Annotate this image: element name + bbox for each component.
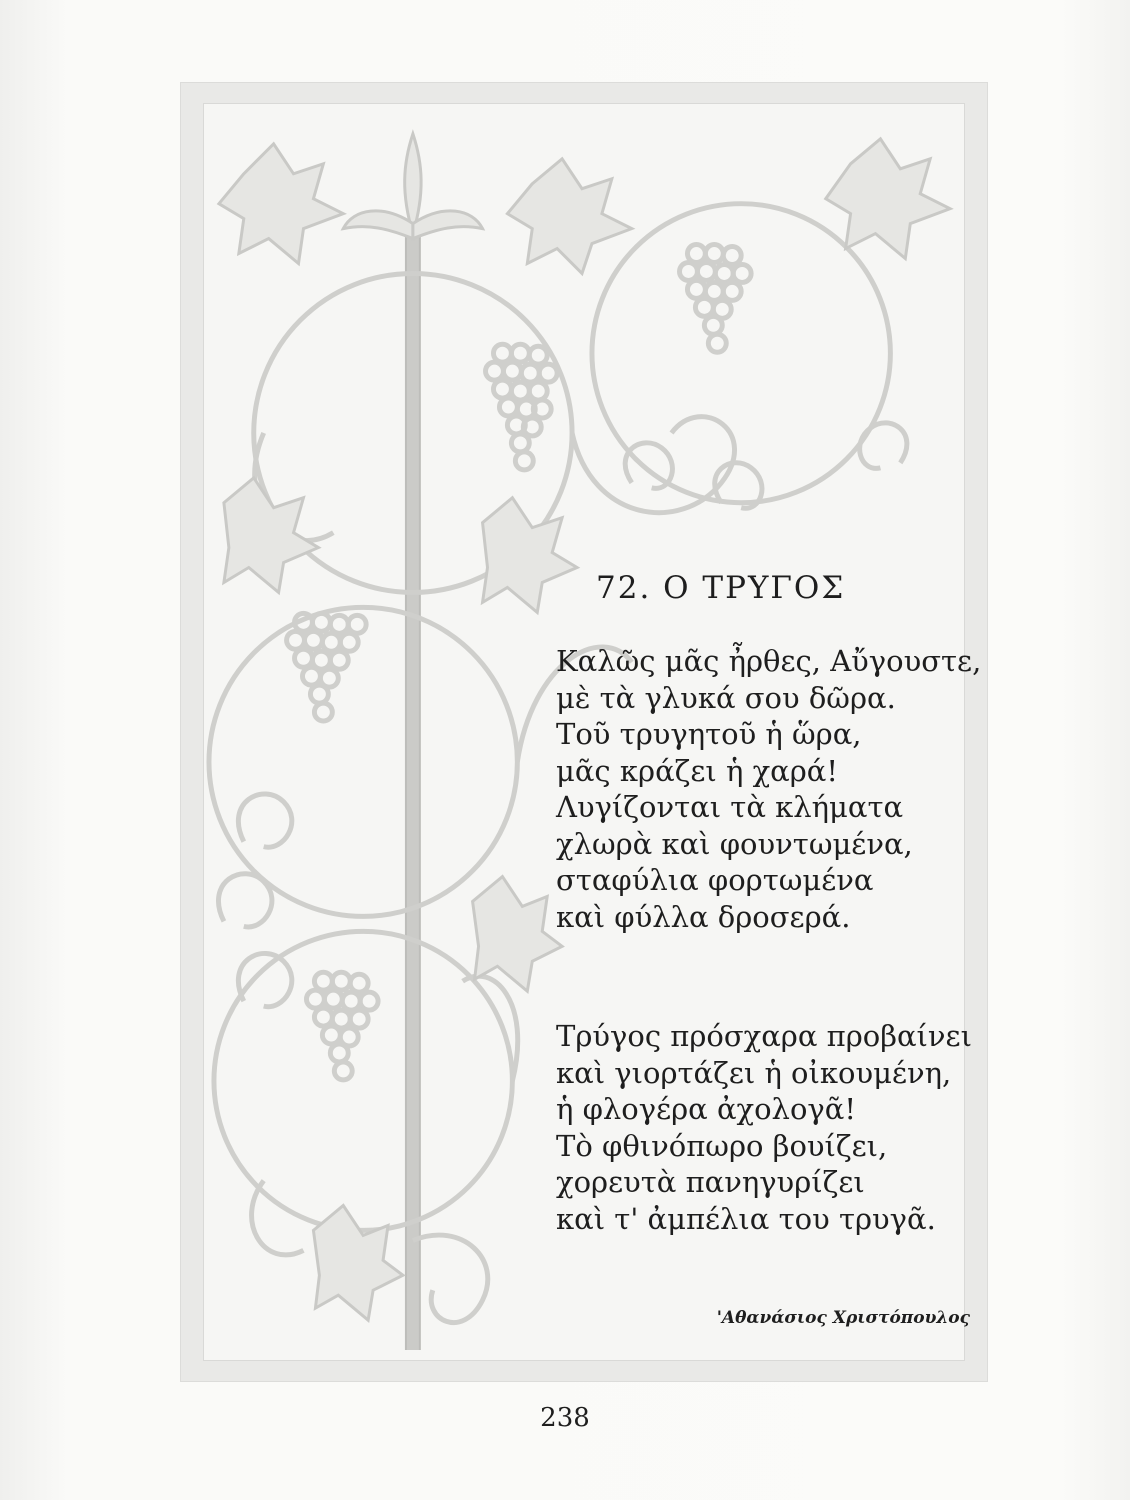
poem-author: 'Αθανάσιος Χριστόπουλος <box>716 1308 970 1328</box>
page-number: 238 <box>540 1403 590 1433</box>
poem-line: Τὸ φθινόπωρο βουίζει, <box>556 1128 888 1163</box>
poem-line: Τρύγος πρόσχαρα προβαίνει <box>556 1019 972 1053</box>
poem-line: Καλῶς μᾶς ἦρθες, Αὔγουστε, <box>556 644 982 678</box>
poem-line: Λυγίζονται τὰ κλήματα <box>556 790 904 824</box>
poem-line: χορευτὰ πανηγυρίζει <box>556 1165 865 1199</box>
poem-line: μᾶς κράζει ἡ χαρά! <box>556 753 839 788</box>
poem-line: μὲ τὰ γλυκά σου δῶρα. <box>556 680 896 715</box>
poem-line: σταφύλια φορτωμένα <box>556 863 874 897</box>
poem-stanza-1 <box>556 643 986 935</box>
poem-line: καὶ τ' ἀμπέλια του τρυγᾶ. <box>556 1201 936 1236</box>
poem-line: χλωρὰ καὶ φουντωμένα, <box>556 826 913 861</box>
poem-line: ἡ φλογέρα ἀχολογᾶ! <box>556 1092 856 1126</box>
poem-line: καὶ γιορτάζει ἡ οἰκουμένη, <box>556 1055 952 1090</box>
poem-line: καὶ φύλλα δροσερά. <box>556 899 851 934</box>
poem-title: 72. Ο ΤΡΥΓΟΣ <box>596 570 846 606</box>
poem-line: Τοῦ τρυγητοῦ ἡ ὥρα, <box>556 717 862 751</box>
poem-stanza-2 <box>556 1018 986 1237</box>
